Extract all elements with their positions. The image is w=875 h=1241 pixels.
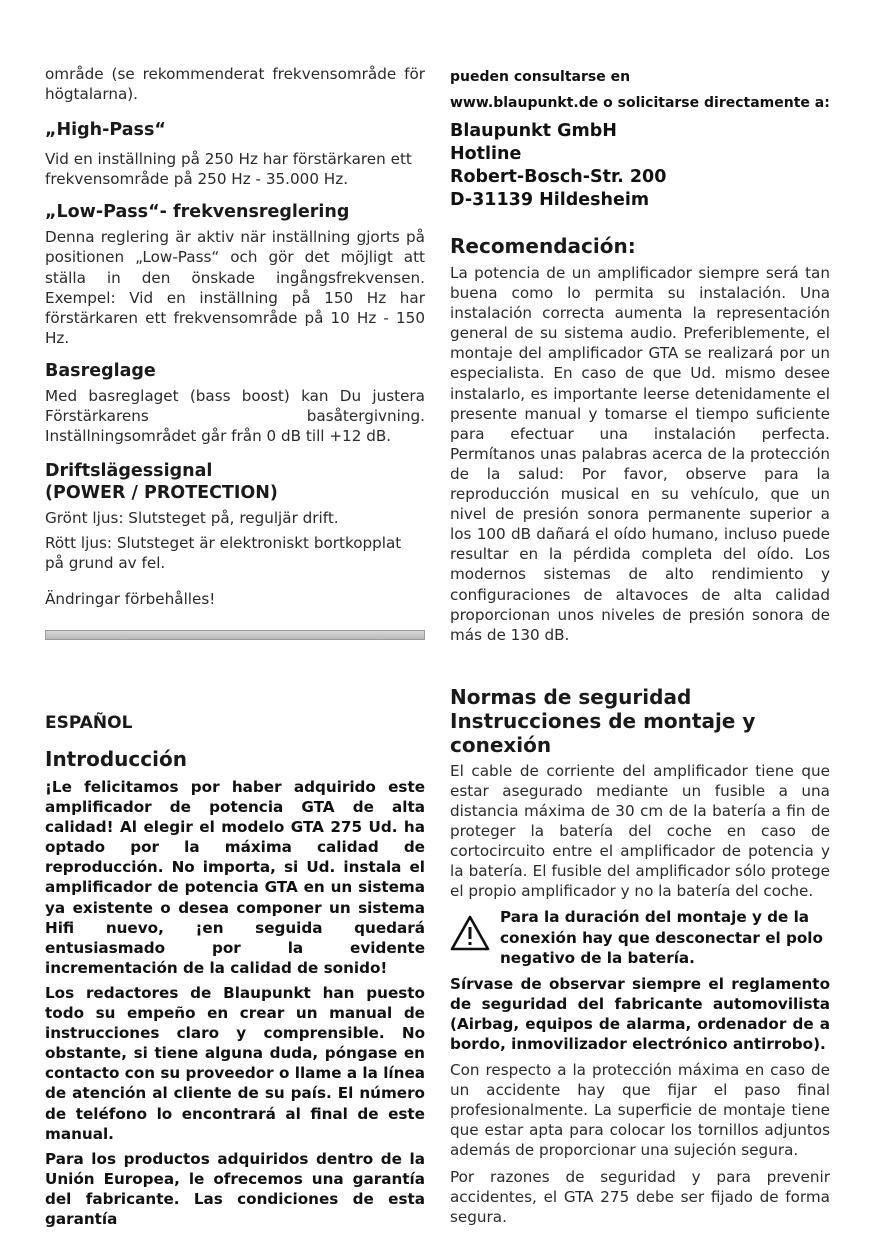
paragraph-cable: El cable de corriente del amplificador tiene que estar asegurado mediante un fusible a una distancia máxima de 30 cm de la batería a fin de proteger la batería del coche en caso de cortocircuito entre el amplificador de potencia y la batería. El fusible del amplificador sólo protege el propio amplificador y no la batería del coche. (450, 761, 830, 901)
heading-basreglage: Basreglage (45, 360, 156, 381)
warranty-url-line: www.blaupunkt.de o solicitarse directamente a: (450, 95, 830, 111)
paragraph-high-pass: Vid en inställning på 250 Hz har förstärkaren ett frekvensområde på 250 Hz - 35.000 Hz. (45, 150, 412, 189)
left-column (45, 64, 425, 609)
paragraph-sirvase: Sírvase de observar siempre el reglamento de seguridad del fabricante automovilista (Airbag, equipos de alarma, ordenador de a bordo, inmovilizador electrónico antirrobo). (450, 974, 830, 1053)
paragraph-changes-reserved: Ändringar förbehålles! (45, 589, 216, 608)
left-column-spanish (45, 712, 425, 1229)
section-divider-bar (45, 630, 425, 640)
heading-recomendacion: Recomendación: (450, 234, 636, 258)
address-city: D-31139 Hildesheim (450, 190, 650, 210)
paragraph-freq-range: område (se rekommenderat frekvensområde för högtalarna). (45, 65, 425, 104)
address-block (450, 120, 830, 212)
paragraph-basreglage: Med basreglaget (bass boost) kan Du justera Förstärkarens basåtergivning. Inställningsområdet går från 0 dB till +12 dB. (45, 386, 425, 446)
heading-introduccion: Introducción (45, 747, 187, 771)
heading-normas-seguridad: Normas de seguridad Instrucciones de montaje y conexión (450, 684, 756, 757)
warranty-line-1: pueden consultarse en (450, 69, 631, 85)
language-heading: ESPAÑOL (45, 713, 133, 733)
paragraph-proteccion: Con respecto a la protección máxima en caso de un accidente hay que fijar el paso final profesionalmente. La superficie de montaje tiene que estar apta para colocar los tornillos adjuntos además de proporcionar una sujeción segura. (450, 1061, 830, 1160)
paragraph-felicitamos: ¡Le felicitamos por haber adquirido este amplificador de potencia GTA de alta calidad! Al elegir el modelo GTA 275 Ud. ha optado por la máxima calidad de reproducción. No importa, si Ud. instala el amplificador de potencia GTA en un sistema ya existente o desea componer un sistema Hifi nuevo, ¡en seguida quedará entusiasmado por la evidente incrementación de la calidad de sonido! (45, 778, 425, 977)
warning-icon (450, 915, 490, 951)
paragraph-redactores: Los redactores de Blaupunkt han puesto todo su empeño en crear un manual de instrucciones claro y comprensible. No obstante, si tiene alguna duda, póngase en contacto con su proveedor o llame a la línea de atención al cliente de su país. El número de teléfono lo encontrará al final de este manual. (45, 983, 425, 1143)
address-company: Blaupunkt GmbH (450, 121, 617, 141)
heading-power-protection: (POWER / PROTECTION) (45, 483, 278, 504)
paragraph-low-pass: Denna reglering är aktiv när inställning gjorts på positionen „Low-Pass“ och gör det möjligt att ställa in den önskade ingångsfrekvensen. Exempel: Vid en inställning på 150 Hz har förstärkaren ett frekvensområde på 10 Hz - 150 Hz. (45, 228, 425, 347)
paragraph-razones: Por razones de seguridad y para prevenir accidentes, el GTA 275 debe ser fijado de forma segura. (450, 1167, 830, 1226)
heading-driftslage: Driftslägessignal (45, 461, 213, 482)
paragraph-warning-battery: Para la duración del montaje y de la conexión hay que desconectar el polo negativo de la batería. (500, 908, 823, 967)
right-column (450, 64, 830, 1227)
paragraph-garantia: Para los productos adquiridos dentro de la Unión Europea, le ofrecemos una garantía del fabricante. Las condiciones de esta garantía (45, 1149, 425, 1228)
address-street: Robert-Bosch-Str. 200 (450, 167, 667, 187)
warning-block (450, 907, 830, 967)
heading-high-pass: „High-Pass“ (45, 120, 166, 141)
paragraph-green-light: Grönt ljus: Slutsteget på, reguljär drift. (45, 509, 339, 528)
heading-low-pass: „Low-Pass“- frekvensreglering (45, 202, 350, 223)
address-hotline: Hotline (450, 144, 522, 164)
paragraph-recomendacion: La potencia de un amplificador siempre será tan buena como lo permita su instalación. Una instalación correcta aumenta la representación general de su sistema audio. Preferiblemente, el montaje del amplificador GTA se realizará por un especialista. En caso de que Ud. mismo desee instalarlo, es importante leerse detenidamente el presente manual y tomarse el tiempo suficiente para efectuar una instalación perfecta. Permítanos unas palabras acerca de la protección de la salud: Por favor, observe para la reproducción musical en su vehículo, que un nivel de presión sonora permanente superior a los 100 dB dañará el oído humano, incluso puede resultar en la pérdida completa del oído. Los modernos sistemas de alto rendimiento y configuraciones de altavoces de alta calidad proporcionan unos niveles de presión sonora de más de 130 dB. (450, 264, 830, 644)
paragraph-red-light: Rött ljus: Slutsteget är elektroniskt bortkopplat på grund av fel. (45, 534, 402, 573)
